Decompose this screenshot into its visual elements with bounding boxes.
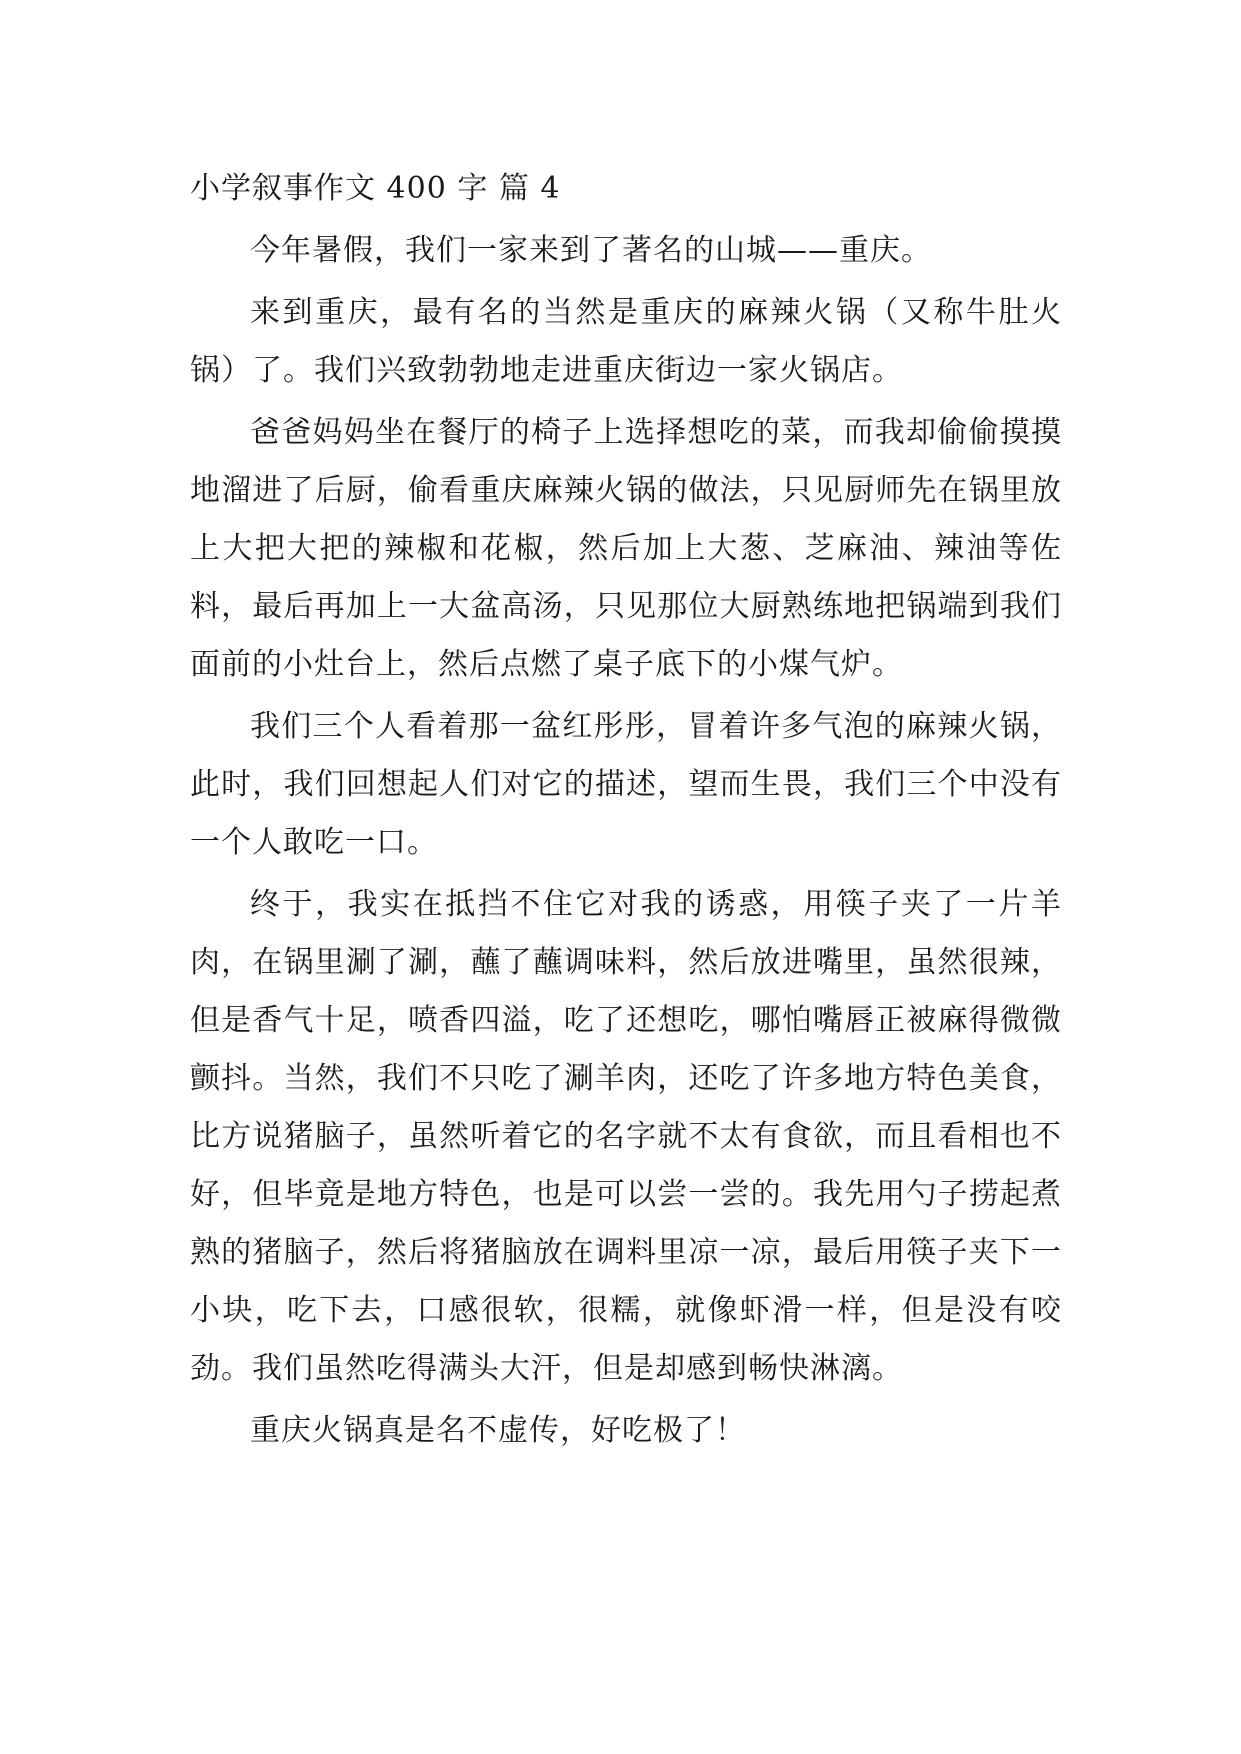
paragraph-1: 今年暑假，我们一家来到了著名的山城——重庆。 [250,233,932,268]
paragraph-5: 终于，我实在抵挡不住它对我的诱惑，用筷子夹了一片羊肉，在锅里涮了涮，蘸了蘸调味料，然后放进嘴里，虽然很辣，但是香气十足，喷香四溢，吃了还想吃，哪怕嘴唇正被麻得微微颤抖。当然，我们不只吃了涮羊肉，还吃了许多地方特色美食，比方说猪脑子，虽然听着它的名字就不太有食欲，而且看相也不好，但毕竟是地方特色，也是可以尝一尝的。我先用勺子捞起煮熟的猪脑子，然后将猪脑放在调料里凉一凉，最后用筷子夹下一小块，吃下去，口感很软，很糯，就像虾滑一样，但是没有咬劲。我们虽然吃得满头大汗，但是却感到畅快淋漓。 [190,887,1062,1386]
paragraph-2: 来到重庆，最有名的当然是重庆的麻辣火锅（又称牛肚火锅）了。我们兴致勃勃地走进重庆街边一家火锅店。 [190,295,1062,388]
paragraph-4: 我们三个人看着那一盆红彤彤，冒着许多气泡的麻辣火锅，此时，我们回想起人们对它的描述，望而生畏，我们三个中没有一个人敢吃一口。 [190,709,1062,860]
document-title: 小学叙事作文 400 字 篇 4 [190,171,561,206]
paragraph-6: 重庆火锅真是名不虚传，好吃极了！ [250,1413,746,1448]
document-body [190,160,1062,1460]
paragraph-3: 爸爸妈妈坐在餐厅的椅子上选择想吃的菜，而我却偷偷摸摸地溜进了后厨，偷看重庆麻辣火锅的做法，只见厨师先在锅里放上大把大把的辣椒和花椒，然后加上大葱、芝麻油、辣油等佐料，最后再加上一大盆高汤，只见那位大厨熟练地把锅端到我们面前的小灶台上，然后点燃了桌子底下的小煤气炉。 [190,415,1062,682]
